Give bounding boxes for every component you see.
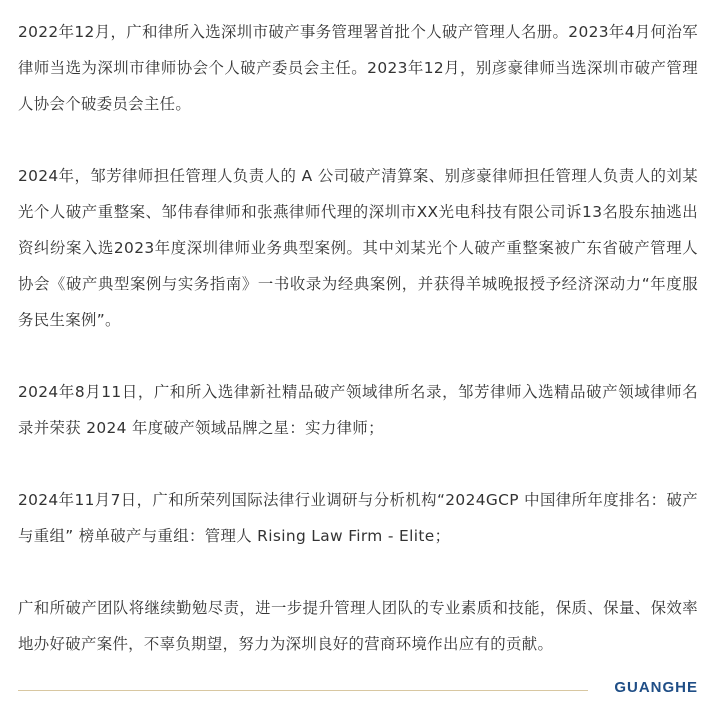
brand-wordmark: GUANGHE	[614, 679, 698, 696]
paragraph-closing-statement: 广和所破产团队将继续勤勉尽责，进一步提升管理人团队的专业素质和技能，保质、保量、保效率地办好破产案件，不辜负期望，努力为深圳良好的营商环境作出应有的贡献。	[18, 599, 698, 653]
paragraph-2024-typical-cases: 2024年，邹芳律师担任管理人负责人的 A 公司破产清算案、别彦豪律师担任管理人负责人的刘某光个人破产重整案、邹伟春律师和张燕律师代理的深圳市XX光电科技有限公司诉13名股东抽逃出资纠纷案入选2023年度深圳律师业务典型案例。其中刘某光个人破产重整案被广东省破产管理人协会《破产典型案例与实务指南》一书收录为经典案例，并获得羊城晚报授予经济深动力“年度服务民生案例”。	[18, 167, 698, 329]
footer-divider	[18, 690, 588, 691]
paragraph-2024-aug-directory: 2024年8月11日，广和所入选律新社精品破产领域律所名录，邹芳律师入选精品破产领域律师名录并荣获 2024 年度破产领域品牌之星：实力律师；	[18, 383, 698, 437]
paragraph-2024-nov-ranking: 2024年11月7日，广和所荣列国际法律行业调研与分析机构“2024GCP 中国律所年度排名：破产与重组” 榜单破产与重组：管理人 Rising Law Firm - Elite；	[18, 491, 698, 545]
article-body	[18, 14, 698, 698]
footer	[18, 676, 698, 704]
paragraph-2022-2023-milestones: 2022年12月，广和律所入选深圳市破产事务管理署首批个人破产管理人名册。2023年4月何治军律师当选为深圳市律师协会个人破产委员会主任。2023年12月，别彦豪律师当选深圳市破产管理人协会个破委员会主任。	[18, 23, 698, 113]
